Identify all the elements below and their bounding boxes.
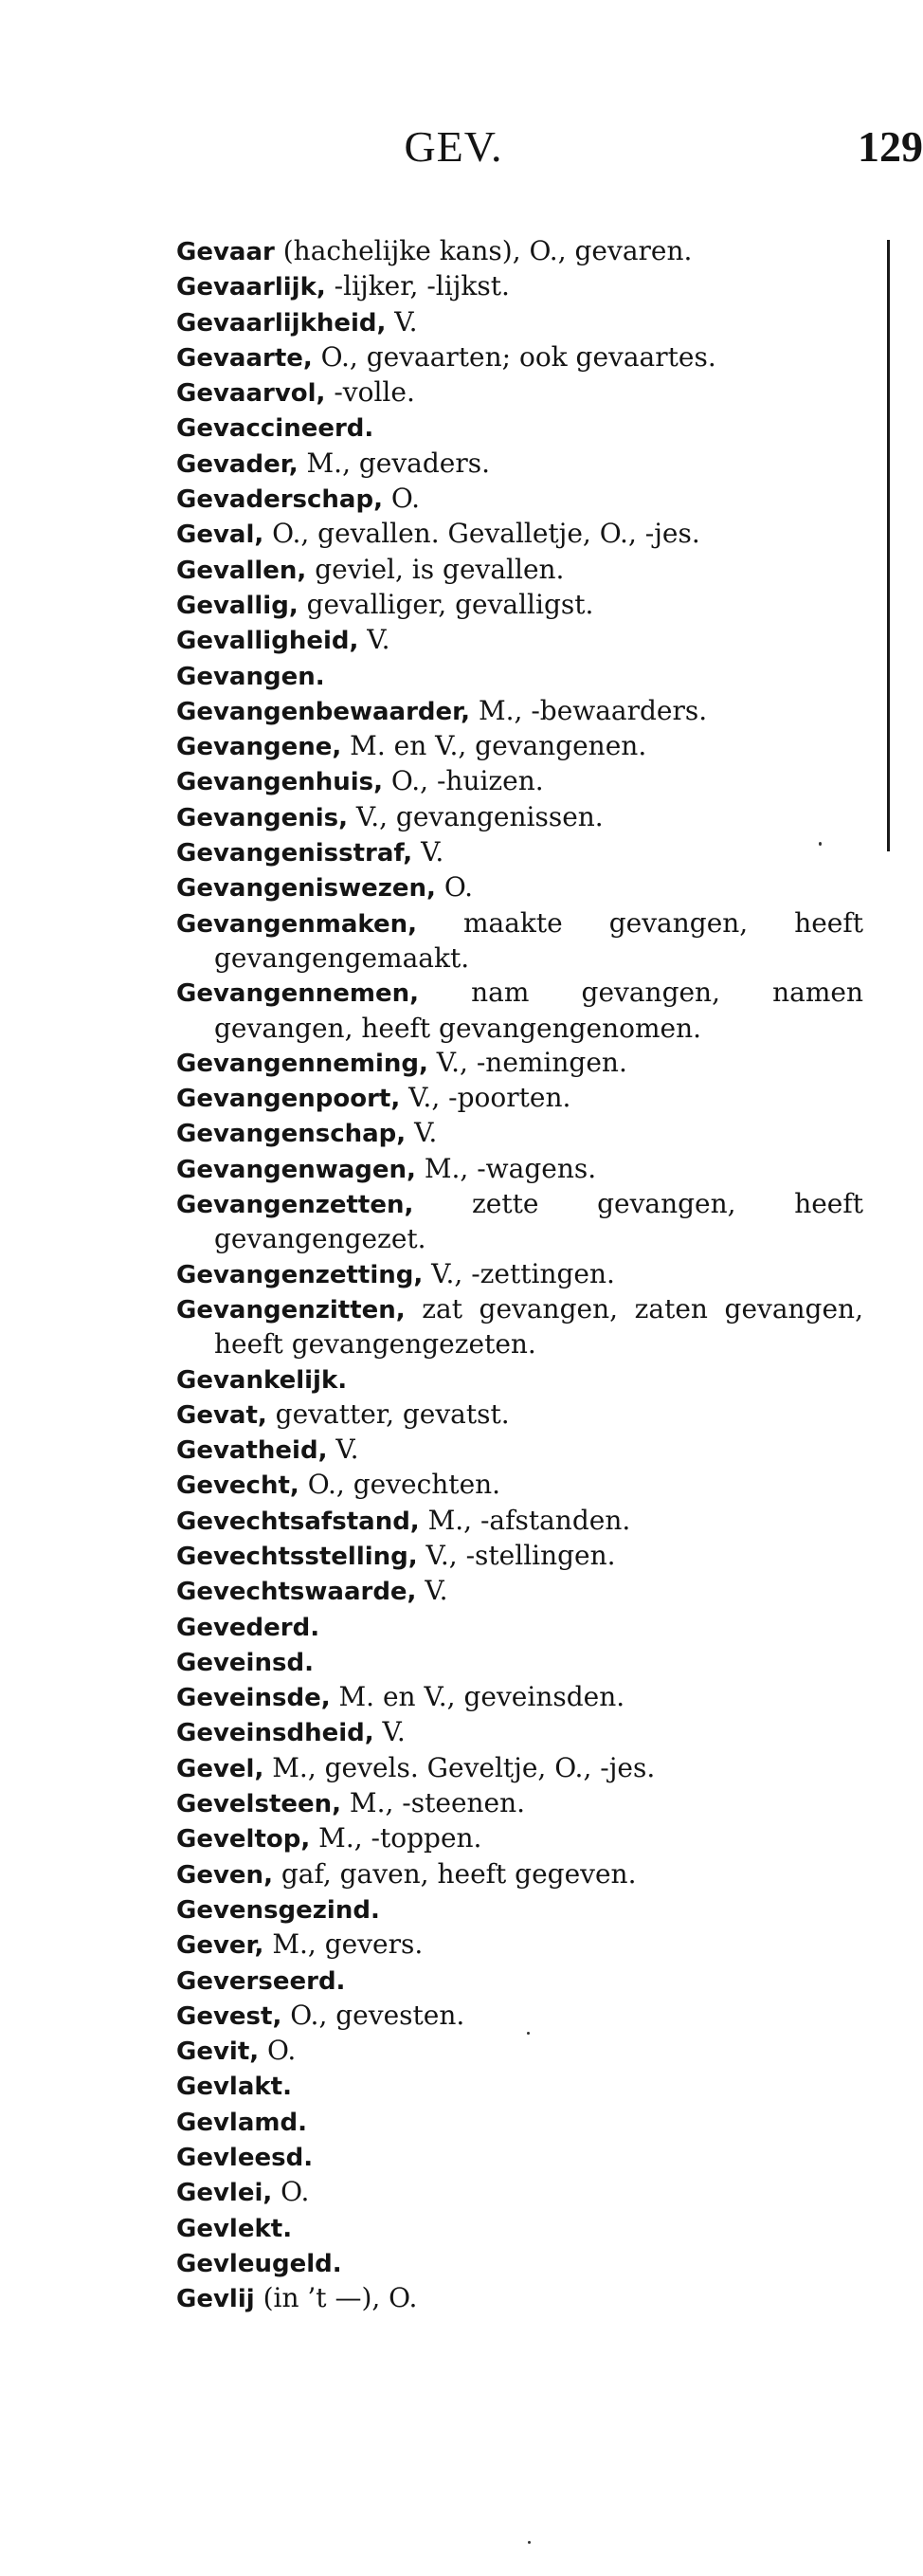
entry-definition: M. en V., gevangenen. <box>341 730 647 762</box>
entry-headword: Gevlij <box>176 2285 255 2314</box>
entry-definition: nam gevangen, namen gevangen, heeft gevangengenomen. <box>214 977 863 1044</box>
dictionary-entry <box>176 1680 863 1715</box>
entry-headword: Gevangenwagen, <box>176 1155 416 1184</box>
entry-definition: V. <box>373 1716 406 1748</box>
entry-headword: Gevaarlijkheid, <box>176 308 387 338</box>
dictionary-entry <box>176 835 863 870</box>
entry-definition: M., -afstanden. <box>419 1504 631 1536</box>
dictionary-entry <box>176 870 863 905</box>
entry-headword: Gevangenzetten, <box>176 1191 414 1220</box>
entry-definition: gevatter, gevatst. <box>266 1398 510 1430</box>
dictionary-entry <box>176 340 863 375</box>
entry-definition: geviel, is gevallen. <box>306 553 565 585</box>
entry-headword: Gevlei, <box>176 2179 273 2208</box>
entry-headword: Gevangenmaken, <box>176 909 417 939</box>
entry-definition: gevalliger, gevalligst. <box>298 588 594 620</box>
entry-headword: Geveinsd. <box>176 1648 314 1677</box>
entry-headword: Gevangenis, <box>176 803 348 832</box>
entry-headword: Geven, <box>176 1860 273 1890</box>
entry-headword: Gevechtsafstand, <box>176 1507 420 1536</box>
dictionary-entry <box>176 2281 863 2316</box>
dictionary-entry <box>176 1292 863 1362</box>
dictionary-entry <box>176 1927 863 1963</box>
dictionary-entry <box>176 1964 863 1999</box>
entry-headword: Gevangenneming, <box>176 1049 428 1078</box>
entry-definition: O. <box>382 483 421 515</box>
entry-definition: M., -bewaarders. <box>470 694 708 726</box>
entry-definition: V. <box>416 1575 448 1607</box>
entry-definition: M. en V., geveinsden. <box>330 1681 625 1713</box>
page-number: 129 <box>858 122 923 171</box>
dictionary-entry <box>176 482 863 517</box>
entry-definition: M., gevers. <box>263 1928 424 1961</box>
entry-definition: M., -steenen. <box>341 1787 526 1819</box>
dictionary-entry <box>176 553 863 588</box>
dictionary-entry <box>176 1398 863 1433</box>
entry-definition: maakte gevangen, heeft gevangengemaakt. <box>214 906 863 974</box>
ink-speck <box>819 842 822 846</box>
dictionary-entry <box>176 906 863 977</box>
entry-headword: Gevest, <box>176 2001 282 2031</box>
entry-headword: Geverseerd. <box>176 1966 346 1996</box>
dictionary-entry-list <box>176 234 863 2317</box>
entry-headword: Gever, <box>176 1931 264 1961</box>
dictionary-entry <box>176 517 863 552</box>
dictionary-entry <box>176 1574 863 1609</box>
entry-headword: Gevaarte, <box>176 343 313 373</box>
dictionary-entry <box>176 1187 863 1257</box>
entry-headword: Gevaarvol, <box>176 379 326 409</box>
dictionary-entry <box>176 729 863 764</box>
dictionary-entry <box>176 1645 863 1680</box>
dictionary-entry <box>176 1468 863 1503</box>
entry-headword: Gevaar <box>176 238 275 266</box>
entry-headword: Gevat, <box>176 1400 267 1430</box>
entry-headword: Gevangennemen, <box>176 979 419 1009</box>
entry-headword: Gevaarlijk, <box>176 273 326 302</box>
entry-headword: Gevangenzitten, <box>176 1295 406 1325</box>
entry-headword: Gevechtsstelling, <box>176 1542 418 1571</box>
dictionary-entry <box>176 1539 863 1574</box>
dictionary-entry <box>176 800 863 835</box>
entry-headword: Geveltop, <box>176 1825 311 1854</box>
dictionary-entry <box>176 269 863 304</box>
dictionary-entry <box>176 2140 863 2175</box>
entry-headword: Gevangen. <box>176 662 325 691</box>
dictionary-entry <box>176 588 863 623</box>
entry-definition: M., gevels. Geveltje, O., -jes. <box>263 1751 656 1783</box>
entry-definition: V., -poorten. <box>400 1082 571 1114</box>
dictionary-entry <box>176 1821 863 1856</box>
entry-headword: Gevader, <box>176 449 299 479</box>
entry-headword: Gevangene, <box>176 733 342 762</box>
entry-headword: Gevlamd. <box>176 2108 307 2137</box>
entry-definition: M., -toppen. <box>310 1822 482 1854</box>
dictionary-entry <box>176 976 863 1046</box>
dictionary-entry <box>176 411 863 446</box>
entry-headword: Geveinsde, <box>176 1684 331 1713</box>
entry-headword: Gevederd. <box>176 1613 320 1642</box>
entry-headword: Gevankelijk. <box>176 1365 348 1395</box>
entry-headword: Gevleugeld. <box>176 2249 342 2278</box>
page-header-title: GEV. <box>404 122 503 171</box>
dictionary-entry <box>176 305 863 340</box>
dictionary-entry <box>176 1116 863 1151</box>
entry-headword: Gevensgezind. <box>176 1895 380 1925</box>
ink-speck <box>527 2032 530 2035</box>
entry-definition: O. <box>435 871 474 904</box>
dictionary-entry <box>176 2211 863 2246</box>
entry-definition: V., -stellingen. <box>417 1539 616 1571</box>
entry-definition: V. <box>412 836 444 868</box>
entry-headword: Gevangenzetting, <box>176 1260 424 1289</box>
dictionary-entry <box>176 2246 863 2281</box>
column-rule <box>887 240 890 851</box>
entry-headword: Gevangenhuis, <box>176 768 384 797</box>
entry-headword: Gevallig, <box>176 591 299 620</box>
entry-definition: M., gevaders. <box>298 447 491 479</box>
dictionary-entry <box>176 234 863 269</box>
dictionary-entry <box>176 1786 863 1821</box>
dictionary-entry <box>176 1892 863 1927</box>
entry-headword: Gevelsteen, <box>176 1790 342 1819</box>
entry-headword: Gevangeniswezen, <box>176 874 436 904</box>
entry-headword: Gevel, <box>176 1754 264 1783</box>
dictionary-entry <box>176 764 863 799</box>
dictionary-entry <box>176 623 863 658</box>
entry-headword: Gevalligheid, <box>176 627 359 656</box>
entry-headword: Gevlekt. <box>176 2214 293 2243</box>
entry-headword: Geveinsdheid, <box>176 1719 374 1748</box>
dictionary-entry <box>176 447 863 482</box>
entry-headword: Gevleesd. <box>176 2144 314 2173</box>
dictionary-entry <box>176 1751 863 1786</box>
entry-definition: O., gevaarten; ook gevaartes. <box>312 340 716 373</box>
entry-definition: O., gevechten. <box>299 1469 501 1501</box>
dictionary-entry <box>176 2069 863 2104</box>
entry-definition: V. <box>386 305 418 338</box>
dictionary-entry <box>176 1504 863 1539</box>
entry-definition: O., gevesten. <box>281 1999 465 2031</box>
dictionary-entry <box>176 1715 863 1750</box>
dictionary-entry <box>176 1046 863 1081</box>
entry-definition: O., -huizen. <box>383 765 544 797</box>
entry-definition: V., -nemingen. <box>427 1046 627 1078</box>
entry-headword: Gevatheid, <box>176 1436 328 1466</box>
dictionary-entry <box>176 1362 863 1398</box>
entry-definition: zat gevangen, zaten gevangen, heeft gevangengezeten. <box>214 1292 863 1361</box>
entry-definition: O. <box>259 2035 297 2067</box>
entry-headword: Gevangenbewaarder, <box>176 697 471 726</box>
dictionary-entry <box>176 1257 863 1292</box>
dictionary-entry <box>176 2034 863 2069</box>
entry-definition: O., gevallen. Gevalletje, O., -jes. <box>263 518 700 550</box>
entry-headword: Gevangenisstraf, <box>176 839 413 868</box>
dictionary-entry <box>176 1081 863 1116</box>
entry-definition: V., gevangenissen. <box>348 800 604 832</box>
entry-definition: gaf, gaven, heeft gegeven. <box>272 1857 637 1890</box>
dictionary-entry <box>176 1857 863 1892</box>
entry-definition: O. <box>272 2176 310 2208</box>
entry-headword: Geval, <box>176 521 264 550</box>
dictionary-entry <box>176 694 863 729</box>
dictionary-entry <box>176 1610 863 1645</box>
entry-definition: V. <box>406 1117 438 1149</box>
entry-headword: Gevit, <box>176 2037 260 2067</box>
dictionary-entry <box>176 375 863 411</box>
dictionary-entry <box>176 1999 863 2034</box>
entry-headword: Gevangenschap, <box>176 1120 407 1149</box>
entry-headword: Gevlakt. <box>176 2073 292 2102</box>
dictionary-entry <box>176 1152 863 1187</box>
dictionary-entry <box>176 2175 863 2210</box>
entry-headword: Gevaccineerd. <box>176 414 374 444</box>
entry-headword: Gevechtswaarde, <box>176 1578 417 1607</box>
dictionary-entry <box>176 659 863 694</box>
entry-definition: -volle. <box>325 376 415 409</box>
entry-headword: Gevangenpoort, <box>176 1085 401 1114</box>
entry-headword: Gevaderschap, <box>176 485 383 515</box>
entry-headword: Gevallen, <box>176 556 307 585</box>
entry-definition: (hachelijke kans), O., gevaren. <box>274 235 693 266</box>
dictionary-entry <box>176 2105 863 2140</box>
entry-definition: zette gevangen, heeft gevangengezet. <box>214 1188 863 1255</box>
dictionary-entry <box>176 1433 863 1468</box>
entry-definition: M., -wagens. <box>415 1152 597 1184</box>
entry-definition: -lijker, -lijkst. <box>325 270 510 302</box>
ink-speck <box>528 2541 531 2544</box>
entry-definition: V. <box>327 1434 359 1466</box>
entry-definition: V., -zettingen. <box>423 1257 615 1289</box>
entry-definition: (in ’t —), O. <box>254 2282 418 2314</box>
entry-definition: V. <box>358 624 390 656</box>
entry-headword: Gevecht, <box>176 1471 299 1501</box>
